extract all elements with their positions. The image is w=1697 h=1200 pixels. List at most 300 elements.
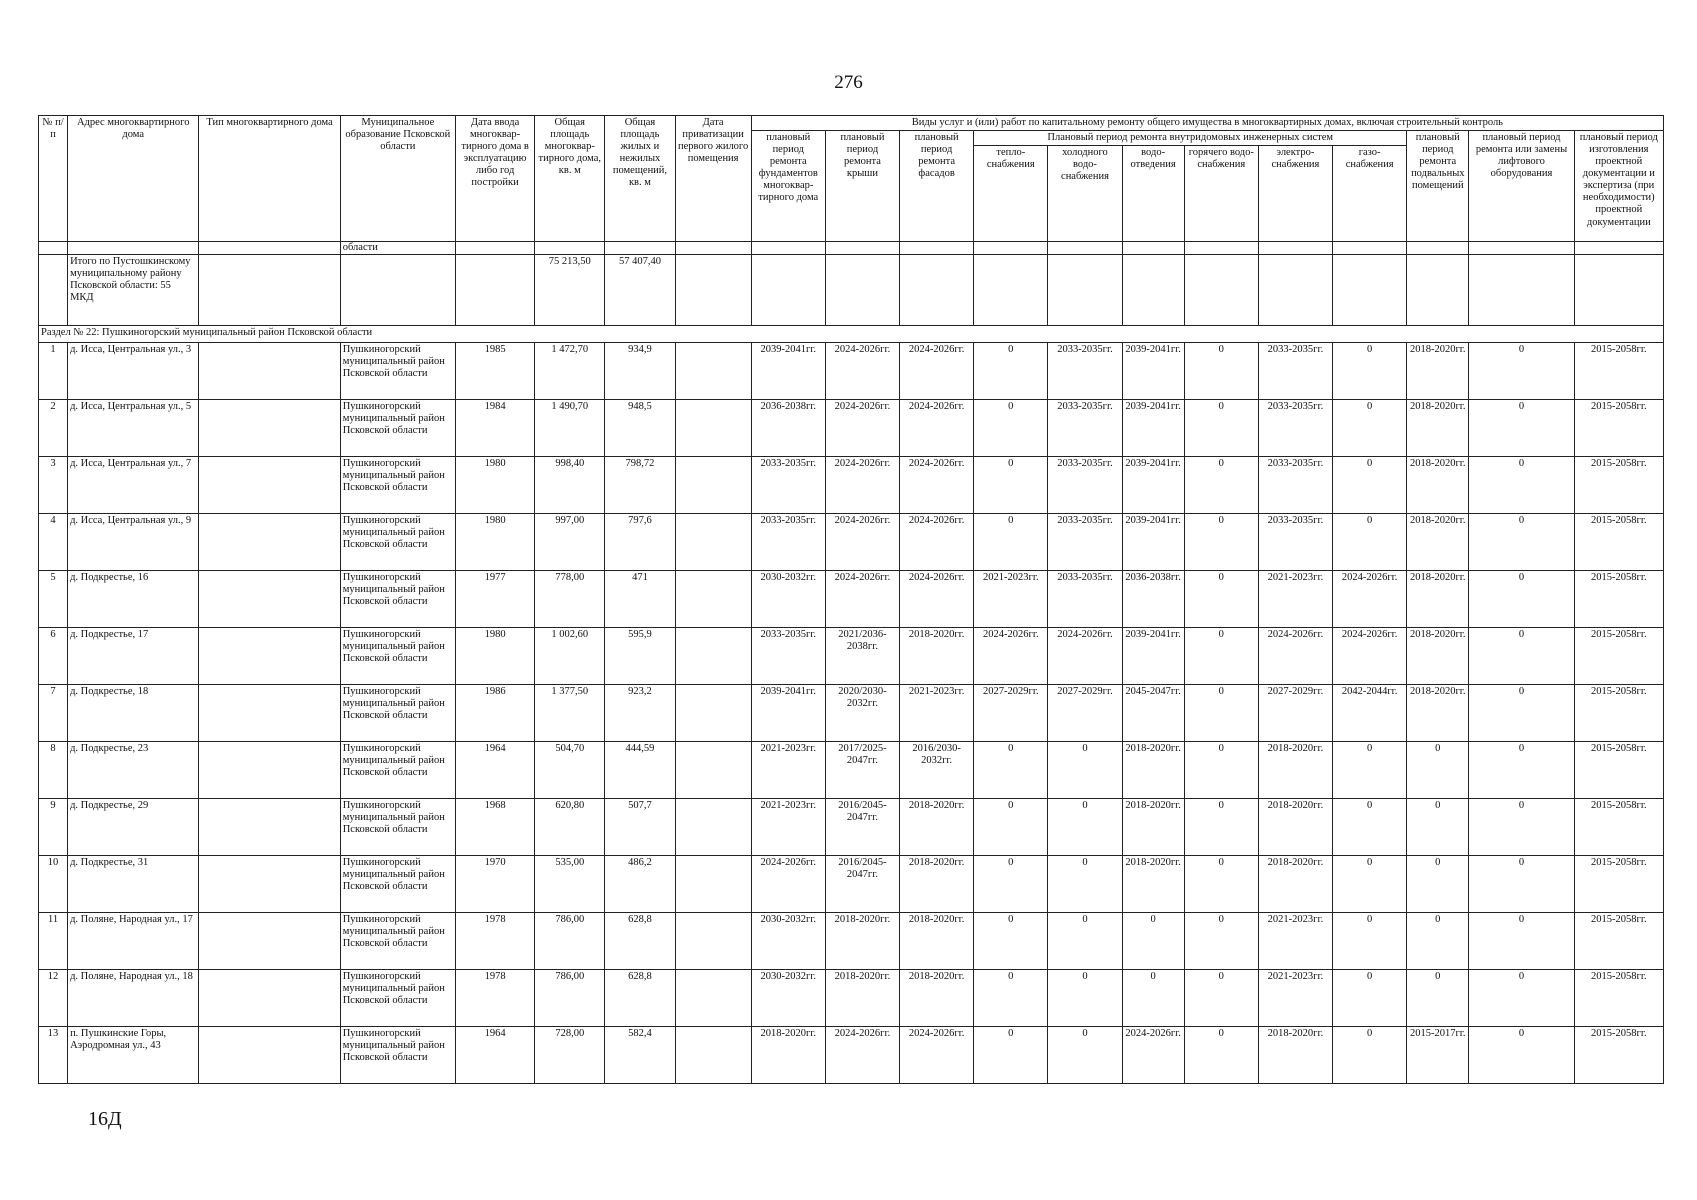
cell-total-area: 728,00 [535, 1027, 605, 1084]
header-commission-date: Дата ввода многоквар-тирного дома в эксплуатацию либо год постройки [456, 116, 535, 242]
cell-heat: 0 [974, 1027, 1048, 1084]
table-body [39, 242, 1664, 1084]
cell-num: 6 [39, 628, 68, 685]
table-header [39, 116, 1664, 242]
cell-elevator: 0 [1469, 970, 1574, 1027]
footer-code: 16Д [88, 1108, 122, 1130]
header-gas: газо-снабжения [1333, 146, 1407, 242]
cell-elevator: 0 [1469, 628, 1574, 685]
cell-drainage: 2039-2041гг. [1122, 343, 1184, 400]
cell-facade: 2024-2026гг. [900, 457, 974, 514]
header-engineering-group: Плановый период ремонта внутридомовых инженерных систем [974, 131, 1407, 146]
cell-electric: 2033-2035гг. [1258, 400, 1332, 457]
cell-gas: 0 [1333, 742, 1407, 799]
cell-elevator: 0 [1469, 457, 1574, 514]
cell-year: 1984 [456, 400, 535, 457]
cell-elevator: 0 [1469, 742, 1574, 799]
cell-heat: 0 [974, 343, 1048, 400]
cell-living-area: 948,5 [605, 400, 675, 457]
cell-year: 1985 [456, 343, 535, 400]
cell-foundation: 2030-2032гг. [751, 571, 825, 628]
continuation-text: области [340, 242, 455, 255]
cell-privatization [675, 628, 751, 685]
cell-type [199, 742, 340, 799]
cell-project-docs: 2015-2058гг. [1574, 343, 1663, 400]
cell-electric: 2033-2035гг. [1258, 457, 1332, 514]
cell-address: д. Поляне, Народная ул., 17 [68, 913, 199, 970]
cell-project-docs: 2015-2058гг. [1574, 856, 1663, 913]
cell-drainage: 2024-2026гг. [1122, 1027, 1184, 1084]
cell-foundation: 2030-2032гг. [751, 970, 825, 1027]
cell-type [199, 628, 340, 685]
cell-privatization [675, 400, 751, 457]
header-total-area: Общая площадь многоквар-тирного дома, кв. м [535, 116, 605, 242]
cell-elevator: 0 [1469, 400, 1574, 457]
section-row [39, 326, 1664, 343]
cell-roof: 2016/2045-2047гг. [825, 856, 899, 913]
cell-electric: 2021-2023гг. [1258, 970, 1332, 1027]
cell-roof: 2017/2025-2047гг. [825, 742, 899, 799]
cell-hot-water: 0 [1184, 970, 1258, 1027]
header-type: Тип многоквартирного дома [199, 116, 340, 242]
cell-num: 4 [39, 514, 68, 571]
continuation-row [39, 242, 1664, 255]
table-row [39, 856, 1664, 913]
cell-type [199, 970, 340, 1027]
total-area-value: 75 213,50 [535, 255, 605, 326]
cell-living-area: 628,8 [605, 970, 675, 1027]
cell-roof: 2024-2026гг. [825, 514, 899, 571]
cell-living-area: 923,2 [605, 685, 675, 742]
cell-total-area: 1 472,70 [535, 343, 605, 400]
cell-project-docs: 2015-2058гг. [1574, 970, 1663, 1027]
cell-drainage: 0 [1122, 913, 1184, 970]
cell-cold-water: 0 [1048, 913, 1122, 970]
cell-living-area: 798,72 [605, 457, 675, 514]
cell-privatization [675, 343, 751, 400]
cell-type [199, 514, 340, 571]
header-privatization-date: Дата приватизации первого жилого помещения [675, 116, 751, 242]
cell-hot-water: 0 [1184, 400, 1258, 457]
cell-heat: 2027-2029гг. [974, 685, 1048, 742]
cell-year: 1978 [456, 970, 535, 1027]
cell-municipality: Пушкиногорский муниципальный район Псковской области [340, 628, 455, 685]
cell-total-area: 786,00 [535, 913, 605, 970]
cell-living-area: 797,6 [605, 514, 675, 571]
cell-total-area: 998,40 [535, 457, 605, 514]
cell-foundation: 2039-2041гг. [751, 343, 825, 400]
header-electric: электро-снабжения [1258, 146, 1332, 242]
cell-roof: 2018-2020гг. [825, 913, 899, 970]
cell-project-docs: 2015-2058гг. [1574, 742, 1663, 799]
header-drainage: водо-отведения [1122, 146, 1184, 242]
header-roof: плановый период ремонта крыши [825, 131, 899, 242]
cell-drainage: 2039-2041гг. [1122, 628, 1184, 685]
cell-electric: 2018-2020гг. [1258, 799, 1332, 856]
cell-municipality: Пушкиногорский муниципальный район Псковской области [340, 1027, 455, 1084]
table-row [39, 685, 1664, 742]
cell-elevator: 0 [1469, 514, 1574, 571]
cell-address: д. Исса, Центральная ул., 3 [68, 343, 199, 400]
cell-basement: 0 [1407, 970, 1469, 1027]
cell-drainage: 2018-2020гг. [1122, 742, 1184, 799]
cell-address: д. Поляне, Народная ул., 18 [68, 970, 199, 1027]
cell-cold-water: 2024-2026гг. [1048, 628, 1122, 685]
cell-cold-water: 0 [1048, 799, 1122, 856]
cell-privatization [675, 913, 751, 970]
cell-basement: 2018-2020гг. [1407, 685, 1469, 742]
cell-cold-water: 2033-2035гг. [1048, 571, 1122, 628]
cell-year: 1980 [456, 457, 535, 514]
cell-address: д. Подкрестье, 29 [68, 799, 199, 856]
cell-type [199, 1027, 340, 1084]
cell-foundation: 2021-2023гг. [751, 742, 825, 799]
cell-num: 3 [39, 457, 68, 514]
cell-cold-water: 0 [1048, 970, 1122, 1027]
table-row [39, 913, 1664, 970]
cell-privatization [675, 571, 751, 628]
cell-living-area: 595,9 [605, 628, 675, 685]
cell-total-area: 535,00 [535, 856, 605, 913]
cell-living-area: 444,59 [605, 742, 675, 799]
cell-year: 1977 [456, 571, 535, 628]
cell-electric: 2018-2020гг. [1258, 742, 1332, 799]
cell-year: 1964 [456, 1027, 535, 1084]
cell-facade: 2021-2023гг. [900, 685, 974, 742]
cell-total-area: 778,00 [535, 571, 605, 628]
cell-heat: 0 [974, 856, 1048, 913]
cell-year: 1980 [456, 514, 535, 571]
cell-roof: 2024-2026гг. [825, 457, 899, 514]
cell-facade: 2018-2020гг. [900, 799, 974, 856]
cell-num: 9 [39, 799, 68, 856]
cell-type [199, 343, 340, 400]
cell-num: 2 [39, 400, 68, 457]
cell-heat: 0 [974, 400, 1048, 457]
cell-year: 1964 [456, 742, 535, 799]
cell-gas: 2024-2026гг. [1333, 628, 1407, 685]
cell-type [199, 400, 340, 457]
living-area-value: 57 407,40 [605, 255, 675, 326]
cell-gas: 0 [1333, 856, 1407, 913]
cell-year: 1978 [456, 913, 535, 970]
cell-facade: 2024-2026гг. [900, 400, 974, 457]
cell-foundation: 2033-2035гг. [751, 514, 825, 571]
cell-project-docs: 2015-2058гг. [1574, 628, 1663, 685]
cell-hot-water: 0 [1184, 514, 1258, 571]
cell-cold-water: 0 [1048, 856, 1122, 913]
cell-cold-water: 2033-2035гг. [1048, 400, 1122, 457]
table-row [39, 514, 1664, 571]
cell-hot-water: 0 [1184, 685, 1258, 742]
cell-foundation: 2018-2020гг. [751, 1027, 825, 1084]
cell-roof: 2018-2020гг. [825, 970, 899, 1027]
cell-hot-water: 0 [1184, 457, 1258, 514]
cell-total-area: 1 002,60 [535, 628, 605, 685]
cell-type [199, 799, 340, 856]
cell-project-docs: 2015-2058гг. [1574, 571, 1663, 628]
cell-cold-water: 2033-2035гг. [1048, 514, 1122, 571]
cell-electric: 2018-2020гг. [1258, 1027, 1332, 1084]
cell-privatization [675, 856, 751, 913]
cell-gas: 0 [1333, 970, 1407, 1027]
cell-roof: 2016/2045-2047гг. [825, 799, 899, 856]
cell-address: д. Подкрестье, 31 [68, 856, 199, 913]
cell-num: 8 [39, 742, 68, 799]
table-row [39, 343, 1664, 400]
cell-elevator: 0 [1469, 343, 1574, 400]
cell-project-docs: 2015-2058гг. [1574, 1027, 1663, 1084]
cell-year: 1986 [456, 685, 535, 742]
cell-roof: 2020/2030-2032гг. [825, 685, 899, 742]
cell-facade: 2018-2020гг. [900, 856, 974, 913]
cell-electric: 2033-2035гг. [1258, 343, 1332, 400]
cell-facade: 2018-2020гг. [900, 628, 974, 685]
cell-municipality: Пушкиногорский муниципальный район Псковской области [340, 514, 455, 571]
section-title: Раздел № 22: Пушкиногорский муниципальный район Псковской области [39, 326, 1664, 343]
cell-elevator: 0 [1469, 571, 1574, 628]
cell-living-area: 486,2 [605, 856, 675, 913]
cell-heat: 0 [974, 742, 1048, 799]
cell-municipality: Пушкиногорский муниципальный район Псковской области [340, 799, 455, 856]
cell-cold-water: 2033-2035гг. [1048, 343, 1122, 400]
table-row [39, 970, 1664, 1027]
cell-hot-water: 0 [1184, 856, 1258, 913]
cell-municipality: Пушкиногорский муниципальный район Псковской области [340, 685, 455, 742]
cell-type [199, 571, 340, 628]
cell-municipality: Пушкиногорский муниципальный район Псковской области [340, 343, 455, 400]
cell-basement: 0 [1407, 742, 1469, 799]
cell-facade: 2024-2026гг. [900, 343, 974, 400]
cell-basement: 2015-2017гг. [1407, 1027, 1469, 1084]
cell-elevator: 0 [1469, 799, 1574, 856]
header-hot-water: горячего водо-снабжения [1184, 146, 1258, 242]
cell-total-area: 1 490,70 [535, 400, 605, 457]
table-row [39, 742, 1664, 799]
table-row [39, 400, 1664, 457]
cell-address: д. Подкрестье, 16 [68, 571, 199, 628]
cell-address: д. Подкрестье, 18 [68, 685, 199, 742]
cell-roof: 2024-2026гг. [825, 400, 899, 457]
cell-privatization [675, 742, 751, 799]
cell-total-area: 620,80 [535, 799, 605, 856]
cell-drainage: 2018-2020гг. [1122, 856, 1184, 913]
cell-basement: 2018-2020гг. [1407, 514, 1469, 571]
cell-gas: 2042-2044гг. [1333, 685, 1407, 742]
cell-drainage: 2018-2020гг. [1122, 799, 1184, 856]
cell-drainage: 2039-2041гг. [1122, 514, 1184, 571]
cell-electric: 2027-2029гг. [1258, 685, 1332, 742]
cell-living-area: 471 [605, 571, 675, 628]
cell-gas: 0 [1333, 1027, 1407, 1084]
cell-cold-water: 0 [1048, 742, 1122, 799]
cell-foundation: 2039-2041гг. [751, 685, 825, 742]
cell-basement: 0 [1407, 799, 1469, 856]
cell-hot-water: 0 [1184, 799, 1258, 856]
cell-address: д. Исса, Центральная ул., 7 [68, 457, 199, 514]
cell-total-area: 786,00 [535, 970, 605, 1027]
cell-total-area: 1 377,50 [535, 685, 605, 742]
cell-heat: 2021-2023гг. [974, 571, 1048, 628]
cell-gas: 0 [1333, 514, 1407, 571]
cell-gas: 2024-2026гг. [1333, 571, 1407, 628]
cell-living-area: 582,4 [605, 1027, 675, 1084]
cell-drainage: 2036-2038гг. [1122, 571, 1184, 628]
cell-gas: 0 [1333, 457, 1407, 514]
cell-facade: 2016/2030-2032гг. [900, 742, 974, 799]
cell-num: 13 [39, 1027, 68, 1084]
cell-hot-water: 0 [1184, 1027, 1258, 1084]
cell-hot-water: 0 [1184, 913, 1258, 970]
cell-project-docs: 2015-2058гг. [1574, 799, 1663, 856]
header-works-group: Виды услуг и (или) работ по капитальному ремонту общего имущества в многоквартирных домах, включая строительный контроль [751, 116, 1663, 131]
cell-roof: 2024-2026гг. [825, 1027, 899, 1084]
cell-foundation: 2021-2023гг. [751, 799, 825, 856]
cell-cold-water: 2033-2035гг. [1048, 457, 1122, 514]
cell-year: 1980 [456, 628, 535, 685]
cell-municipality: Пушкиногорский муниципальный район Псковской области [340, 970, 455, 1027]
cell-basement: 0 [1407, 856, 1469, 913]
table-row [39, 628, 1664, 685]
cell-living-area: 934,9 [605, 343, 675, 400]
cell-privatization [675, 457, 751, 514]
cell-facade: 2024-2026гг. [900, 514, 974, 571]
cell-foundation: 2024-2026гг. [751, 856, 825, 913]
cell-total-area: 504,70 [535, 742, 605, 799]
cell-municipality: Пушкиногорский муниципальный район Псковской области [340, 400, 455, 457]
cell-project-docs: 2015-2058гг. [1574, 400, 1663, 457]
cell-type [199, 685, 340, 742]
cell-basement: 2018-2020гг. [1407, 628, 1469, 685]
cell-roof: 2021/2036-2038гг. [825, 628, 899, 685]
cell-heat: 0 [974, 457, 1048, 514]
cell-municipality: Пушкиногорский муниципальный район Псковской области [340, 457, 455, 514]
cell-privatization [675, 799, 751, 856]
cell-num: 10 [39, 856, 68, 913]
cell-drainage: 2045-2047гг. [1122, 685, 1184, 742]
table-row [39, 571, 1664, 628]
cell-hot-water: 0 [1184, 343, 1258, 400]
cell-type [199, 856, 340, 913]
cell-num: 12 [39, 970, 68, 1027]
cell-address: д. Исса, Центральная ул., 5 [68, 400, 199, 457]
page-number: 276 [834, 72, 863, 93]
cell-address: д. Исса, Центральная ул., 9 [68, 514, 199, 571]
capital-repair-table [38, 115, 1664, 1084]
cell-electric: 2018-2020гг. [1258, 856, 1332, 913]
cell-hot-water: 0 [1184, 742, 1258, 799]
header-project-docs: плановый период изготовления проектной документации и экспертиза (при необходимости) проектной документации [1574, 131, 1663, 242]
cell-gas: 0 [1333, 799, 1407, 856]
cell-year: 1970 [456, 856, 535, 913]
cell-foundation: 2030-2032гг. [751, 913, 825, 970]
cell-foundation: 2033-2035гг. [751, 628, 825, 685]
header-basement: плановый период ремонта подвальных помещений [1407, 131, 1469, 242]
header-living-area: Общая площадь жилых и нежилых помещений, кв. м [605, 116, 675, 242]
total-row [39, 255, 1664, 326]
cell-living-area: 628,8 [605, 913, 675, 970]
cell-electric: 2021-2023гг. [1258, 913, 1332, 970]
cell-type [199, 913, 340, 970]
cell-foundation: 2036-2038гг. [751, 400, 825, 457]
cell-hot-water: 0 [1184, 628, 1258, 685]
cell-electric: 2021-2023гг. [1258, 571, 1332, 628]
cell-privatization [675, 685, 751, 742]
cell-municipality: Пушкиногорский муниципальный район Псковской области [340, 742, 455, 799]
header-elevator: плановый период ремонта или замены лифтового оборудования [1469, 131, 1574, 242]
cell-heat: 0 [974, 970, 1048, 1027]
cell-electric: 2024-2026гг. [1258, 628, 1332, 685]
header-facade: плановый период ремонта фасадов [900, 131, 974, 242]
cell-facade: 2024-2026гг. [900, 571, 974, 628]
cell-elevator: 0 [1469, 913, 1574, 970]
cell-heat: 2024-2026гг. [974, 628, 1048, 685]
cell-municipality: Пушкиногорский муниципальный район Псковской области [340, 913, 455, 970]
cell-num: 5 [39, 571, 68, 628]
cell-roof: 2024-2026гг. [825, 343, 899, 400]
cell-drainage: 2039-2041гг. [1122, 400, 1184, 457]
total-label: Итого по Пустошкинскому муниципальному району Псковской области: 55 МКД [68, 255, 199, 326]
cell-privatization [675, 970, 751, 1027]
cell-basement: 0 [1407, 913, 1469, 970]
table-row [39, 1027, 1664, 1084]
table-row [39, 457, 1664, 514]
cell-heat: 0 [974, 799, 1048, 856]
cell-project-docs: 2015-2058гг. [1574, 514, 1663, 571]
cell-cold-water: 0 [1048, 1027, 1122, 1084]
cell-roof: 2024-2026гг. [825, 571, 899, 628]
table-row [39, 799, 1664, 856]
header-foundation: плановый период ремонта фундаментов многоквар-тирного дома [751, 131, 825, 242]
cell-foundation: 2033-2035гг. [751, 457, 825, 514]
header-municipality: Муниципальное образование Псковской области [340, 116, 455, 242]
cell-cold-water: 2027-2029гг. [1048, 685, 1122, 742]
header-heat: тепло-снабжения [974, 146, 1048, 242]
cell-address: д. Подкрестье, 17 [68, 628, 199, 685]
cell-gas: 0 [1333, 913, 1407, 970]
cell-num: 1 [39, 343, 68, 400]
cell-elevator: 0 [1469, 685, 1574, 742]
cell-address: п. Пушкинские Горы, Аэродромная ул., 43 [68, 1027, 199, 1084]
cell-gas: 0 [1333, 343, 1407, 400]
cell-basement: 2018-2020гг. [1407, 457, 1469, 514]
cell-privatization [675, 1027, 751, 1084]
cell-gas: 0 [1333, 400, 1407, 457]
cell-municipality: Пушкиногорский муниципальный район Псковской области [340, 856, 455, 913]
cell-electric: 2033-2035гг. [1258, 514, 1332, 571]
cell-elevator: 0 [1469, 1027, 1574, 1084]
cell-year: 1968 [456, 799, 535, 856]
cell-type [199, 457, 340, 514]
cell-facade: 2018-2020гг. [900, 913, 974, 970]
header-address: Адрес многоквартирного дома [68, 116, 199, 242]
cell-heat: 0 [974, 913, 1048, 970]
cell-num: 7 [39, 685, 68, 742]
cell-living-area: 507,7 [605, 799, 675, 856]
cell-facade: 2018-2020гг. [900, 970, 974, 1027]
cell-drainage: 2039-2041гг. [1122, 457, 1184, 514]
cell-municipality: Пушкиногорский муниципальный район Псковской области [340, 571, 455, 628]
cell-num: 11 [39, 913, 68, 970]
cell-hot-water: 0 [1184, 571, 1258, 628]
header-cold-water: холодного водо-снабжения [1048, 146, 1122, 242]
header-num: № п/п [39, 116, 68, 242]
cell-basement: 2018-2020гг. [1407, 400, 1469, 457]
cell-address: д. Подкрестье, 23 [68, 742, 199, 799]
cell-drainage: 0 [1122, 970, 1184, 1027]
cell-elevator: 0 [1469, 856, 1574, 913]
cell-privatization [675, 514, 751, 571]
